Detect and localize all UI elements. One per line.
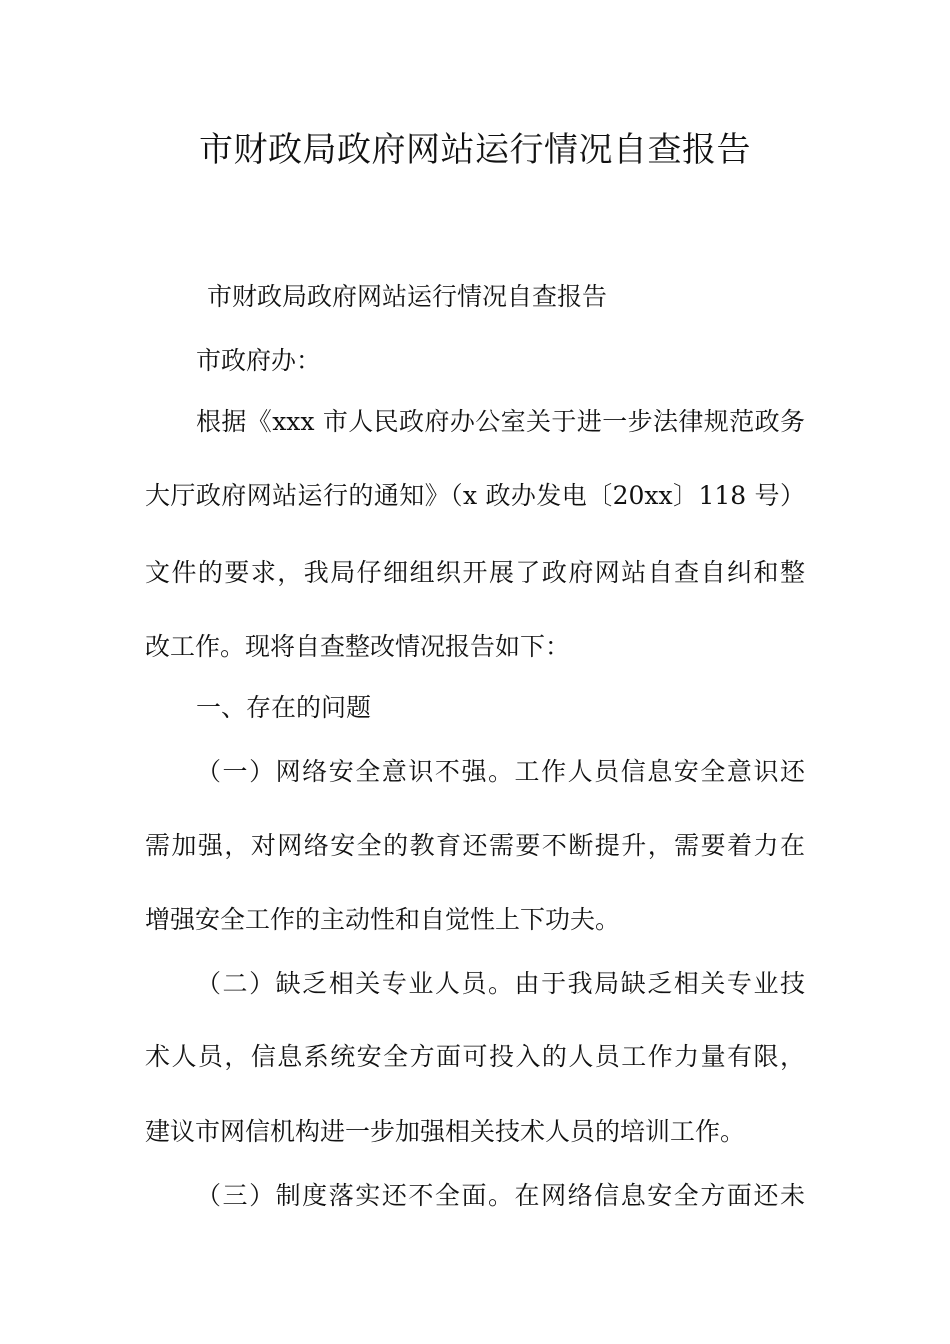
body-line: 文件的要求，我局仔细组织开展了政府网站自查自纠和整 [145,558,805,587]
body-line: 增强安全工作的主动性和自觉性上下功夫。 [145,905,621,934]
body-line: 根据《xxx 市人民政府办公室关于进一步法律规范政务 [196,407,805,436]
body-line: 需加强，对网络安全的教育还需要不断提升，需要着力在 [145,831,805,860]
body-line: （三）制度落实还不全面。在网络信息安全方面还未 [196,1181,805,1210]
addressee-line: 市政府办： [196,346,322,375]
body-line: 术人员，信息系统安全方面可投入的人员工作力量有限， [145,1042,805,1071]
body-line: 改工作。现将自查整改情况报告如下： [145,632,571,661]
body-line: （一）网络安全意识不强。工作人员信息安全意识还 [196,757,805,786]
body-line: 大厅政府网站运行的通知》（x 政办发电〔20xx〕118 号） [145,481,805,510]
report-subtitle: 市财政局政府网站运行情况自查报告 [207,282,608,311]
body-line: 建议市网信机构进一步加强相关技术人员的培训工作。 [145,1117,746,1146]
section-heading: 一、存在的问题 [196,693,372,722]
document-title: 市财政局政府网站运行情况自查报告 [199,130,751,170]
body-line: （二）缺乏相关专业人员。由于我局缺乏相关专业技 [196,969,805,998]
